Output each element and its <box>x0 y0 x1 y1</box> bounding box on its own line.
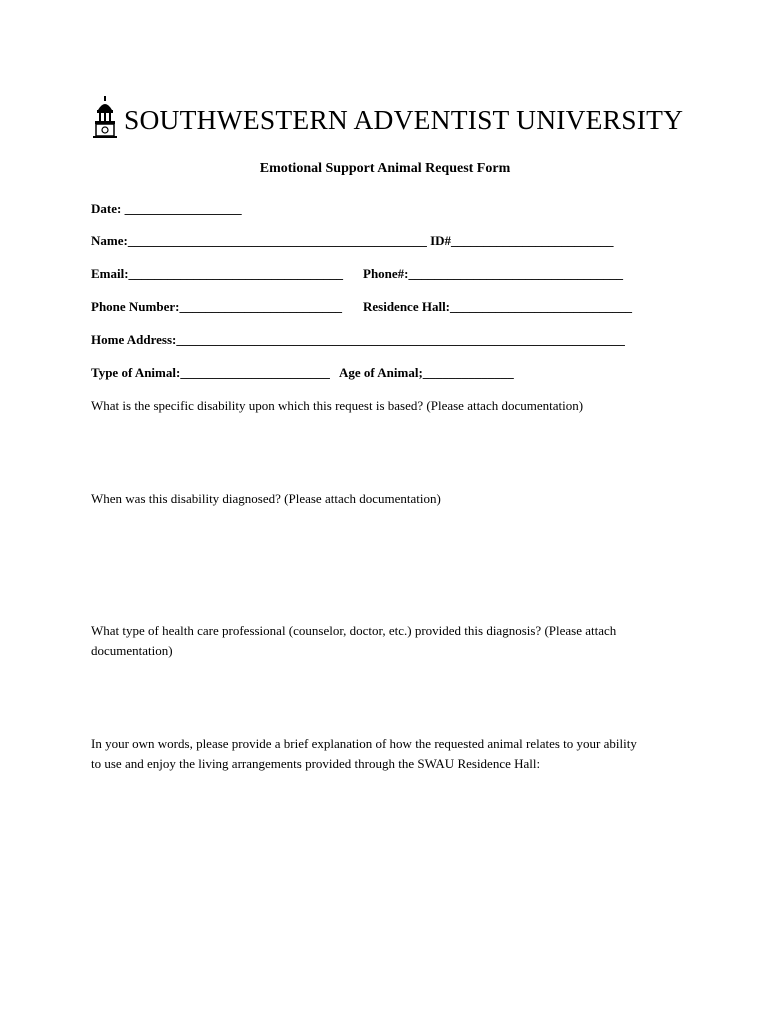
form-title: Emotional Support Animal Request Form <box>259 161 511 176</box>
question-professional: What type of health care professional (counselor, doctor, etc.) provided this diagnosis? (Please attach documentation) <box>91 623 617 658</box>
phone-number-field[interactable]: Phone Number:_________________________ <box>91 299 342 314</box>
home-address-field[interactable]: Home Address:_____________________________________________________________________ <box>91 332 625 347</box>
name-id-field[interactable]: Name:______________________________________________ ID#_________________________ <box>91 233 614 248</box>
university-name: SOUTHWESTERN ADVENTIST UNIVERSITY <box>124 104 684 136</box>
email-field[interactable]: Email:_________________________________ <box>91 266 344 281</box>
age-of-animal-field[interactable]: Age of Animal;______________ <box>339 365 514 380</box>
question-diagnosed: When was this disability diagnosed? (Please attach documentation) <box>91 491 441 506</box>
question-disability: What is the specific disability upon which this request is based? (Please attach documentation) <box>91 398 584 413</box>
type-of-animal-field[interactable]: Type of Animal:_______________________ <box>91 365 330 380</box>
header <box>92 96 683 138</box>
residence-hall-field[interactable]: Residence Hall:____________________________ <box>363 299 633 314</box>
date-field[interactable]: Date: __________________ <box>91 201 242 216</box>
building-dome-icon <box>92 96 118 138</box>
question-explanation: In your own words, please provide a brief explanation of how the requested animal relates to your ability to use and enjoy the living arrangements provided through the SWAU Residence Hall: <box>91 736 637 771</box>
phone-field[interactable]: Phone#:_________________________________ <box>363 266 623 281</box>
